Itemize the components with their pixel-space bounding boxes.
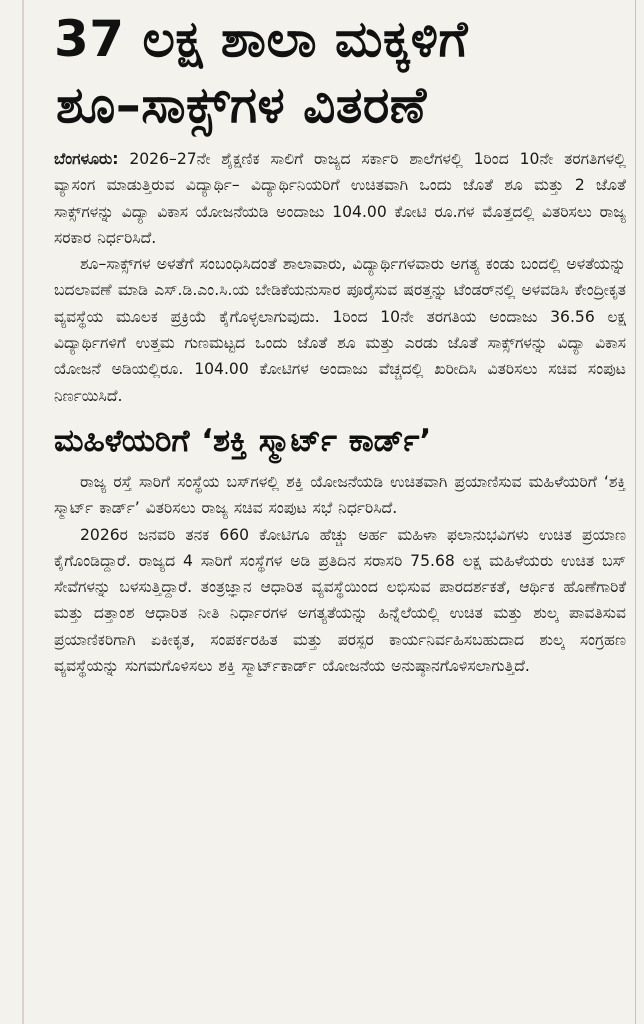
paragraph-4: 2026ರ ಜನವರಿ ತನಕ 660 ಕೋಟಿಗೂ ಹೆಚ್ಚು ಅರ್ಹ ಮಹಿಳಾ ಫಲಾನುಭವಿಗಳು ಉಚಿತ ಪ್ರಯಾಣ ಕೈಗೊಂಡಿದ್ದಾರೆ. ರಾಜ್ಯದ 4 ಸಾರಿಗೆ ಸಂಸ್ಥೆಗಳ ಅಡಿ ಪ್ರತಿದಿನ ಸರಾಸರಿ 75.68 ಲಕ್ಷ ಮಹಿಳೆಯರು ಉಚಿತ ಬಸ್ ಸೇವೆಗಳನ್ನು ಬಳಸುತ್ತಿದ್ದಾರೆ. ತಂತ್ರಜ್ಞಾನ ಆಧಾರಿತ ವ್ಯವಸ್ಥೆಯಿಂದ ಲಭಿಸುವ ಪಾರದರ್ಶಕತೆ, ಆರ್ಥಿಕ ಹೊಣೆಗಾರಿಕೆ ಮತ್ತು ದತ್ತಾಂಶ ಆಧಾರಿತ ನೀತಿ ನಿರ್ಧಾರಗಳ ಅಗತ್ಯತೆಯನ್ನು ಹಿನ್ನೆಲೆಯಲ್ಲಿ ಉಚಿತ ಮತ್ತು ಶುಲ್ಕ ಪಾವತಿಸುವ ಪ್ರಯಾಣಿಕರಿಗಾಗಿ ಏಕೀಕೃತ, ಸಂಪರ್ಕರಹಿತ ಮತ್ತು ಪರಸ್ಪರ ಕಾರ್ಯನಿರ್ವಹಿಸಬಹುದಾದ ಶುಲ್ಕ ಸಂಗ್ರಹಣ ವ್ಯವಸ್ಥೆಯನ್ನು ಸುಗಮಗೊಳಿಸಲು ಶಕ್ತಿ ಸ್ಮಾರ್ಟ್‌ಕಾರ್ಡ್ ಯೋಜನೆಯ ಅನುಷ್ಠಾನಗೊಳಿಸಲಾಗುತ್ತಿದೆ. xyxy=(54,525,626,676)
paragraph-1-text: 2026–27ನೇ ಶೈಕ್ಷಣಿಕ ಸಾಲಿಗೆ ರಾಜ್ಯದ ಸರ್ಕಾರಿ ಶಾಲೆಗಳಲ್ಲಿ 1ರಿಂದ 10ನೇ ತರಗತಿಗಳಲ್ಲಿ ವ್ಯಾಸಂಗ ಮಾಡುತ್ತಿರುವ ವಿದ್ಯಾರ್ಥಿ– ವಿದ್ಯಾರ್ಥಿನಿಯರಿಗೆ ಉಚಿತವಾಗಿ ಒಂದು ಜೊತೆ ಶೂ ಮತ್ತು 2 ಜೊತೆ ಸಾಕ್ಸ್‌ಗಳನ್ನು ವಿದ್ಯಾ ವಿಕಾಸ ಯೋಜನೆಯಡಿ ಅಂದಾಜು 104.00 ಕೋಟಿ ರೂ.ಗಳ ಮೊತ್ತದಲ್ಲಿ ವಿತರಿಸಲು ರಾಜ್ಯ ಸರಕಾರ ನಿರ್ಧರಿಸಿದೆ. xyxy=(54,150,626,247)
subheading: ಮಹಿಳೆಯರಿಗೆ ‘ಶಕ್ತಿ ಸ್ಮಾರ್ಟ್ ಕಾರ್ಡ್’ xyxy=(54,422,432,459)
paragraph-3: ರಾಜ್ಯ ರಸ್ತೆ ಸಾರಿಗೆ ಸಂಸ್ಥೆಯ ಬಸ್‌ಗಳಲ್ಲಿ ಶಕ್ತಿ ಯೋಜನೆಯಡಿ ಉಚಿತವಾಗಿ ಪ್ರಯಾಣಿಸುವ ಮಹಿಳೆಯರಿಗೆ ‘ಶಕ್ತಿ ಸ್ಮಾರ್ಟ್ ಕಾರ್ಡ್’ ವಿತರಿಸಲು ರಾಜ್ಯ ಸಚಿವ ಸಂಪುಟ ಸಭೆ ನಿರ್ಧರಿಸಿದೆ. xyxy=(54,472,626,518)
article-body xyxy=(54,146,626,679)
paragraph-2: ಶೂ–ಸಾಕ್ಸ್‌ಗಳ ಅಳತೆಗೆ ಸಂಬಂಧಿಸಿದಂತೆ ಶಾಲಾವಾರು, ವಿದ್ಯಾರ್ಥಿಗಳವಾರು ಅಗತ್ಯ ಕಂಡು ಬಂದಲ್ಲಿ ಅಳತೆಯನ್ನು ಬದಲಾವಣೆ ಮಾಡಿ ಎಸ್.ಡಿ.ಎಂ.ಸಿ.ಯ ಬೇಡಿಕೆಯನುಸಾರ ಪೂರೈಸುವ ಷರತ್ತನ್ನು ಟೆಂಡರ್‌ನಲ್ಲಿ ಅಳವಡಿಸಿ ಕೇಂದ್ರೀಕೃತ ವ್ಯವಸ್ಥೆಯ ಮೂಲಕ ಪ್ರಕ್ರಿಯೆ ಕೈಗೊಳ್ಳಲಾಗುವುದು. 1ರಿಂದ 10ನೇ ತರಗತಿಯ ಅಂದಾಜು 36.56 ಲಕ್ಷ ವಿದ್ಯಾರ್ಥಿಗಳಿಗೆ ಉತ್ತಮ ಗುಣಮಟ್ಟದ ಒಂದು ಜೊತೆ ಶೂ ಮತ್ತು ಎರಡು ಜೊತೆ ಸಾಕ್ಸ್‌ಗಳನ್ನು ವಿದ್ಯಾ ವಿಕಾಸ ಯೋಜನೆ ಅಡಿಯಲ್ಲಿರೂ. 104.00 ಕೋಟಿಗಳ ಅಂದಾಜು ವೆಚ್ಚದಲ್ಲಿ ಖರೀದಿಸಿ ವಿತರಿಸಲು ಸಚಿವ ಸಂಪುಟ ನಿರ್ಣಯಿಸಿದೆ. xyxy=(54,255,626,405)
headline xyxy=(54,6,626,138)
paragraph-1 xyxy=(54,146,626,251)
dateline: ಬೆಂಗಳೂರು: xyxy=(54,150,119,168)
headline-line-2: ಶೂ–ಸಾಕ್ಸ್‌ಗಳ ವಿತರಣೆ xyxy=(56,76,427,134)
headline-line-1: 37 ಲಕ್ಷ ಶಾಲಾ ಮಕ್ಕಳಿಗೆ xyxy=(54,10,469,68)
